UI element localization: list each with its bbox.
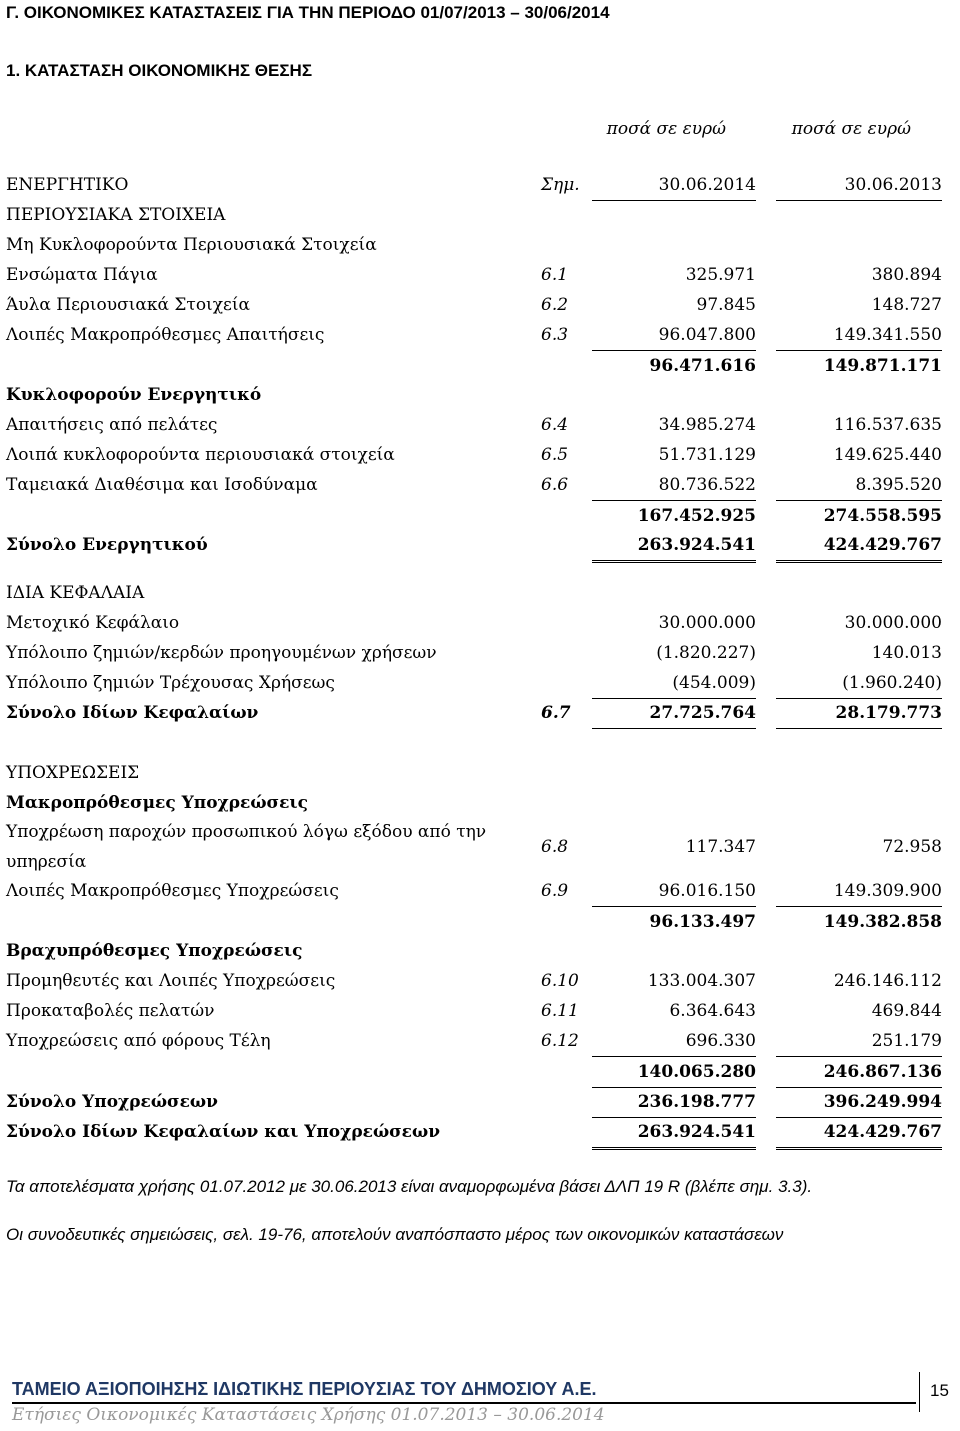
- row-note: 6.1: [541, 265, 569, 285]
- table-header-row: [0, 170, 960, 200]
- row-label: Απαιτήσεις από πελάτες: [6, 415, 218, 435]
- table-row: [0, 440, 960, 470]
- row-value-2013: 8.395.520: [855, 475, 942, 495]
- total-2013: 396.249.994: [776, 1087, 942, 1118]
- row-note: 6.6: [541, 475, 569, 495]
- page-number: 15: [930, 1381, 949, 1400]
- total-row: [0, 698, 960, 728]
- notes-reference-footnote: Οι συνοδευτικές σημειώσεις, σελ. 19-76, αποτελούν αναπόσπαστο μέρος των οικονομικών καταστάσεων: [6, 1225, 784, 1244]
- row-value-2013: 149.625.440: [833, 445, 942, 465]
- assets-heading: ΕΝΕΡΓΗΤΙΚΟ: [6, 175, 129, 195]
- row-label: Υποχρέωση παροχών προσωπικού λόγω εξόδου από την υπηρεσία: [6, 822, 487, 872]
- row-value-2014: 325.971: [685, 265, 756, 285]
- row-note: 6.7: [541, 703, 571, 723]
- row-label: Άυλα Περιουσιακά Στοιχεία: [6, 295, 250, 315]
- total-label: Σύνολο Ιδίων Κεφαλαίων: [6, 703, 259, 723]
- table-row: [0, 470, 960, 500]
- row-value-2014: (454.009): [592, 668, 756, 699]
- subtotal-row: [0, 500, 960, 530]
- total-2013: 424.429.767: [776, 530, 942, 563]
- table-row: [0, 758, 960, 788]
- table-row: [0, 1026, 960, 1056]
- subtotal-row: [0, 906, 960, 936]
- table-row: [0, 817, 960, 877]
- row-note: 6.3: [541, 325, 569, 345]
- row-label: Μακροπρόθεσμες Υποχρεώσεις: [6, 793, 308, 813]
- row-value-2013: 72.958: [882, 837, 942, 857]
- equity-heading: ΙΔΙΑ ΚΕΦΑΛΑΙΑ: [6, 583, 145, 603]
- grand-total-2013: 424.429.767: [776, 1117, 942, 1150]
- row-label: Λοιπές Μακροπρόθεσμες Απαιτήσεις: [6, 325, 325, 345]
- row-value-2013: (1.960.240): [776, 668, 942, 699]
- row-label: Προκαταβολές πελατών: [6, 1001, 215, 1021]
- row-value-2013: 380.894: [871, 265, 942, 285]
- row-value-2014: 96.047.800: [658, 325, 756, 345]
- table-row: [0, 638, 960, 668]
- row-note: 6.4: [541, 415, 569, 435]
- row-label: Κυκλοφορούν Ενεργητικό: [6, 385, 262, 405]
- row-value-2014: 133.004.307: [647, 971, 756, 991]
- total-row: [0, 530, 960, 560]
- subtotal-2013: 246.867.136: [776, 1056, 942, 1088]
- table-row: [0, 410, 960, 440]
- table-row: [0, 230, 960, 260]
- row-note: 6.11: [541, 1001, 579, 1021]
- table-row: [0, 290, 960, 320]
- row-value-2014: 34.985.274: [658, 415, 756, 435]
- column-header-2013: 30.06.2013: [776, 170, 942, 201]
- table-row: [0, 380, 960, 410]
- row-value-2013: 246.146.112: [833, 971, 942, 991]
- subtotal-2013: 149.382.858: [776, 906, 942, 937]
- note-column-header: Σημ.: [541, 175, 580, 195]
- row-value-2014: 6.364.643: [669, 1001, 756, 1021]
- subtotal-2014: 96.133.497: [592, 906, 756, 937]
- row-value-2013: 148.727: [871, 295, 942, 315]
- row-value-2013: 30.000.000: [844, 613, 942, 633]
- total-label: Σύνολο Υποχρεώσεων: [6, 1092, 218, 1112]
- row-value-2013: 140.013: [871, 643, 942, 663]
- table-row: [0, 788, 960, 818]
- row-value-2014: 30.000.000: [658, 613, 756, 633]
- subtotal-2014: 140.065.280: [592, 1056, 756, 1088]
- column-header-2014: 30.06.2014: [592, 170, 756, 201]
- row-label: Μετοχικό Κεφάλαιο: [6, 613, 180, 633]
- table-row: [0, 320, 960, 350]
- unit-label-2014: ποσά σε ευρώ: [606, 119, 726, 139]
- page-number-divider: [919, 1372, 920, 1412]
- subtotal-row: [0, 1056, 960, 1086]
- row-label: Υπόλοιπο ζημιών/κερδών προηγουμένων χρήσεων: [6, 643, 437, 663]
- row-label: Υποχρεώσεις από φόρους Τέλη: [6, 1031, 271, 1051]
- footer-organization: ΤΑΜΕΙΟ ΑΞΙΟΠΟΙΗΣΗΣ ΙΔΙΩΤΙΚΗΣ ΠΕΡΙΟΥΣΙΑΣ ΤΟΥ ΔΗΜΟΣΙΟΥ Α.Ε.: [12, 1379, 597, 1399]
- liabilities-heading: ΥΠΟΧΡΕΩΣΕΙΣ: [6, 763, 140, 783]
- row-value-2013: 116.537.635: [833, 415, 942, 435]
- row-note: 6.8: [541, 837, 569, 857]
- subtotal-2014: 96.471.616: [592, 350, 756, 381]
- row-value-2014: (1.820.227): [656, 643, 756, 663]
- section-title: 1. ΚΑΤΑΣΤΑΣΗ ΟΙΚΟΝΟΜΙΚΗΣ ΘΕΣΗΣ: [6, 61, 313, 80]
- total-label: Σύνολο Ενεργητικού: [6, 535, 208, 555]
- table-row: [0, 966, 960, 996]
- table-row: [0, 668, 960, 698]
- row-value-2013: 149.341.550: [833, 325, 942, 345]
- total-2014: 27.725.764: [592, 698, 756, 729]
- unit-label-2013: ποσά σε ευρώ: [791, 119, 911, 139]
- row-note: 6.12: [541, 1031, 579, 1051]
- row-label: Προμηθευτές και Λοιπές Υποχρεώσεις: [6, 971, 336, 991]
- table-row: [0, 996, 960, 1026]
- row-value-2014: 96.016.150: [658, 881, 756, 901]
- total-2014: 236.198.777: [592, 1087, 756, 1118]
- row-value-2014: 51.731.129: [658, 445, 756, 465]
- table-row: [0, 260, 960, 290]
- row-label: Ενσώματα Πάγια: [6, 265, 158, 285]
- table-row: [0, 936, 960, 966]
- subtotal-2014: 167.452.925: [592, 500, 756, 531]
- row-label: Βραχυπρόθεσμες Υποχρεώσεις: [6, 941, 303, 961]
- row-value-2014: 117.347: [685, 837, 756, 857]
- grand-total-label: Σύνολο Ιδίων Κεφαλαίων και Υποχρεώσεων: [6, 1122, 440, 1142]
- subtotal-2013: 274.558.595: [776, 500, 942, 531]
- row-label: Μη Κυκλοφορούντα Περιουσιακά Στοιχεία: [6, 235, 377, 255]
- row-value-2014: 80.736.522: [658, 475, 756, 495]
- table-row: [0, 608, 960, 638]
- row-value-2013: 149.309.900: [833, 881, 942, 901]
- restatement-footnote: Τα αποτελέσματα χρήσης 01.07.2012 με 30.06.2013 είναι αναμορφωμένα βάσει ΔΛΠ 19 R (βλέπε σημ. 3.3).: [6, 1177, 813, 1196]
- row-value-2014: 97.845: [696, 295, 756, 315]
- row-note: 6.5: [541, 445, 569, 465]
- grand-total-2014: 263.924.541: [592, 1117, 756, 1150]
- subtotal-2013: 149.871.171: [776, 350, 942, 381]
- row-value-2013: 469.844: [871, 1001, 942, 1021]
- row-note: 6.2: [541, 295, 569, 315]
- subtotal-row: [0, 350, 960, 380]
- table-row: [0, 578, 960, 608]
- row-label: Ταμειακά Διαθέσιμα και Ισοδύναμα: [6, 475, 318, 495]
- table-row: [0, 200, 960, 230]
- row-value-2013: 251.179: [871, 1031, 942, 1051]
- total-2014: 263.924.541: [592, 530, 756, 563]
- total-row: [0, 1087, 960, 1117]
- row-label: Λοιπές Μακροπρόθεσμες Υποχρεώσεις: [6, 881, 339, 901]
- table-row: [0, 876, 960, 906]
- footer-subtitle: Ετήσιες Οικονομικές Καταστάσεις Χρήσης 01.07.2013 – 30.06.2014: [12, 1405, 605, 1425]
- page-heading: Γ. ΟΙΚΟΝΟΜΙΚΕΣ ΚΑΤΑΣΤΑΣΕΙΣ ΓΙΑ ΤΗΝ ΠΕΡΙΟΔΟ 01/07/2013 – 30/06/2014: [6, 3, 610, 22]
- row-note: 6.10: [541, 971, 579, 991]
- row-label: Υπόλοιπο ζημιών Τρέχουσας Χρήσεως: [6, 673, 335, 693]
- row-label: ΠΕΡΙΟΥΣΙΑΚΑ ΣΤΟΙΧΕΙΑ: [6, 205, 226, 225]
- row-value-2014: 696.330: [685, 1031, 756, 1051]
- grand-total-row: [0, 1117, 960, 1147]
- row-note: 6.9: [541, 881, 569, 901]
- total-2013: 28.179.773: [776, 698, 942, 729]
- footer-divider: [12, 1402, 916, 1404]
- row-label: Λοιπά κυκλοφορούντα περιουσιακά στοιχεία: [6, 445, 395, 465]
